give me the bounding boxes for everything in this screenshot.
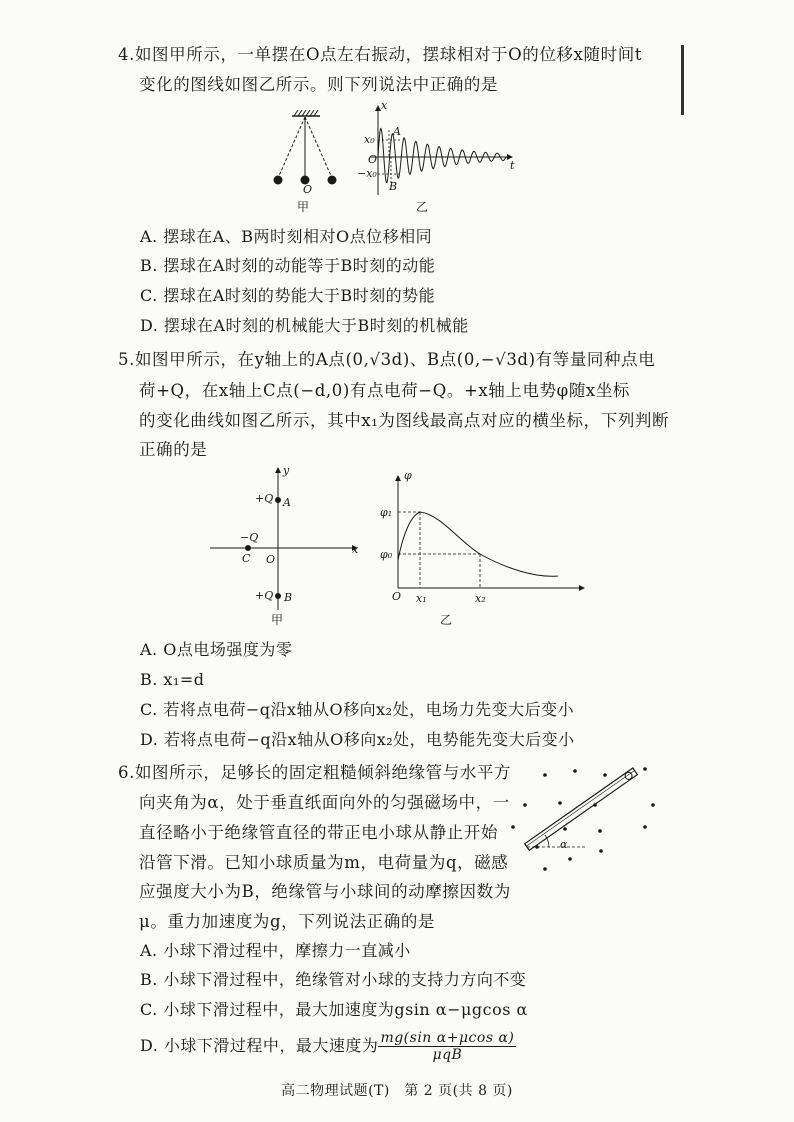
q5-jia-B-label: B [284,591,293,604]
q5-jia-minusQ: −Q [240,531,259,544]
q5-yi-phi1-label: φ₁ [380,506,393,519]
q5-number: 5. [118,350,135,369]
q4-yi-x0-label: x₀ [364,133,375,146]
q4-yi-neg-x0-label: −x₀ [357,167,377,180]
q6-stem-line1 [118,762,511,784]
q6-stem-line2: 向夹角为α，处于垂直纸面向外的匀强磁场中，一 [139,793,510,812]
q6-option-d-prefix: D. 小球下滑过程中，最大速度为 [140,1036,379,1055]
q5-option-b[interactable]: B. x₁=d [140,670,205,689]
q4-stem-text1: 如图甲所示，一单摆在O点左右振动，摆球相对于O的位移x随时间t [134,45,643,64]
q5-jia-O-label: O [266,553,276,566]
q5-yi-x1-label: x₁ [416,592,427,605]
q5-jia-y-label: y [283,464,290,477]
q5-jia-A-label: A [283,496,291,509]
q4-pendulum-figure [260,110,340,205]
q6-option-a[interactable]: A. 小球下滑过程中，摩擦力一直减小 [140,941,411,960]
q4-stem-line2: 变化的图线如图乙所示。则下列说法中正确的是 [139,75,499,94]
q5-yi-caption: 乙 [440,613,453,627]
q6-inclined-tube-figure [505,765,665,875]
q5-option-c[interactable]: C. 若将点电荷−q沿x轴从O移向x₂处，电场力先变大后变小 [140,700,575,719]
q6-option-d-numerator: mg(sin α+μcos α) [380,1030,515,1046]
q5-potential-graph [390,470,590,600]
q6-stem-line4: 沿管下滑。已知小球质量为m，电荷量为q，磁感 [139,853,509,872]
q6-alpha-label: α [560,838,568,851]
q4-yi-B-label: B [389,180,398,193]
q5-yi-O-label: O [392,590,402,603]
q6-option-d[interactable] [140,1030,516,1063]
q5-stem-line4: 正确的是 [139,440,208,459]
q4-option-d[interactable]: D. 摆球在A时刻的机械能大于B时刻的机械能 [140,316,469,335]
q4-jia-caption: 甲 [297,200,310,214]
margin-mark [681,45,684,115]
q4-jia-O-label: O [303,183,313,196]
q6-stem-line6: μ。重力加速度为g，下列说法正确的是 [139,912,436,931]
q4-number: 4. [118,45,135,64]
q4-yi-A-label: A [393,125,401,138]
q4-stem-line1 [118,44,642,66]
page-footer: 高二物理试题(T) 第 2 页(共 8 页) [281,1083,513,1099]
q5-yi-x2-label: x₂ [475,592,486,605]
q6-number: 6. [118,763,135,782]
q5-option-a[interactable]: A. O点电场强度为零 [140,640,293,659]
q4-option-c[interactable]: C. 摆球在A时刻的势能大于B时刻的势能 [140,286,436,305]
q6-option-b[interactable]: B. 小球下滑过程中，绝缘管对小球的支持力方向不变 [140,970,527,989]
q6-option-d-fraction [378,1030,516,1063]
q5-yi-phi-label: φ [404,469,412,482]
q4-option-a[interactable]: A. 摆球在A、B两时刻相对O点位移相同 [140,227,433,246]
q5-option-d[interactable]: D. 若将点电荷−q沿x轴从O移向x₂处，电势能先变大后变小 [140,730,575,749]
q6-stem-line3: 直径略小于绝缘管直径的带正电小球从静止开始 [139,823,499,842]
q5-stem-line1 [118,349,655,371]
q6-option-c[interactable]: C. 小球下滑过程中，最大加速度为gsin α−μgcos α [140,1000,528,1019]
q4-yi-x-axis-label: x [381,99,388,112]
q4-yi-origin-label: O [368,153,378,166]
q5-jia-plusQ-top: +Q [255,492,274,505]
q6-option-d-denominator: μqB [432,1047,463,1063]
q4-yi-t-axis-label: t [510,159,515,172]
q5-stem-line2: 荷+Q，在x轴上C点(−d,0)有点电荷−Q。+x轴上电势φ随x坐标 [139,381,631,400]
q5-stem-line3: 的变化曲线如图乙所示，其中x₁为图线最高点对应的横坐标，下列判断 [139,411,670,430]
q5-jia-C-label: C [242,552,251,565]
q4-yi-caption: 乙 [416,200,429,214]
q6-stem-line5: 应强度大小为B，绝缘管与小球间的动摩擦因数为 [139,882,511,901]
q5-jia-caption: 甲 [271,613,284,627]
q5-stem-text1: 如图甲所示，在y轴上的A点(0,√3d)、B点(0,−√3d)有等量同种点电 [134,350,656,369]
q4-option-b[interactable]: B. 摆球在A时刻的动能等于B时刻的动能 [140,256,436,275]
q5-jia-plusQ-bottom: +Q [255,589,274,602]
q5-yi-phi0-label: φ₀ [380,548,393,561]
q5-jia-x-label: x [352,543,359,556]
q4-oscillation-graph [360,100,520,200]
q6-stem-text1: 如图所示，足够长的固定粗糙倾斜绝缘管与水平方 [134,763,512,782]
